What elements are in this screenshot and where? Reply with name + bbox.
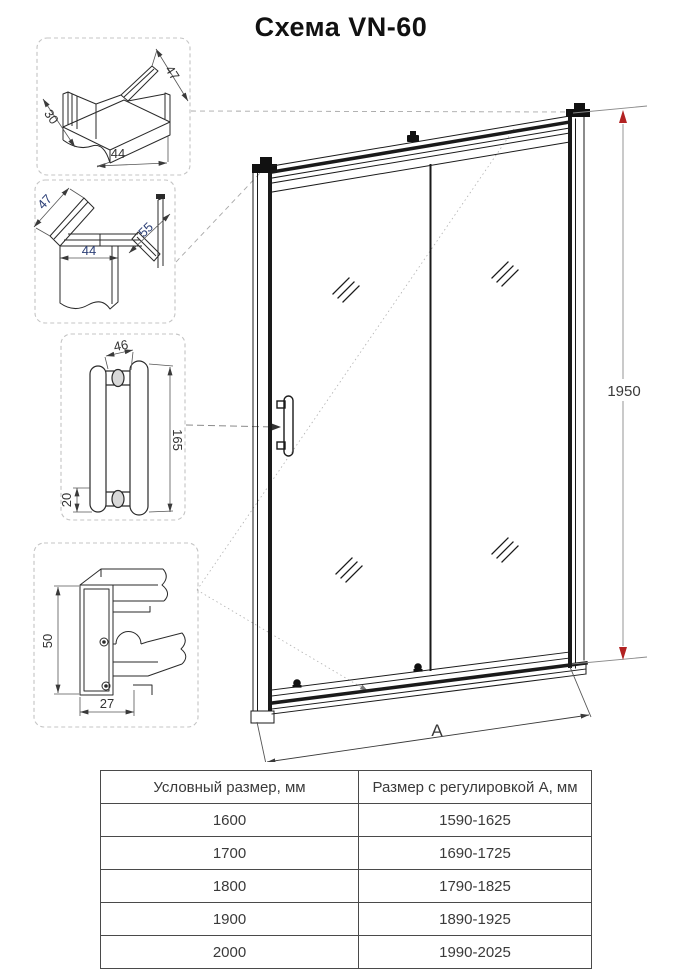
dim-label: 47 [34, 191, 56, 213]
glass-mark-icon [336, 558, 362, 582]
dim-label: 55 [135, 219, 157, 241]
dim-label: 165 [170, 429, 185, 451]
door-handle [277, 396, 293, 456]
height-dimension [572, 106, 647, 664]
detail-top-rail-profile [41, 49, 188, 167]
frame-cap-bump [574, 103, 585, 109]
dim-label: 20 [59, 492, 74, 508]
wall-cap-bump [260, 157, 272, 164]
adjustable-size-cell: 1590-1625 [359, 804, 592, 837]
dim-label: 50 [40, 633, 55, 649]
nominal-size-cell: 1600 [101, 804, 359, 837]
glass-mark-icon [492, 538, 518, 562]
dim-label: 30 [41, 106, 62, 127]
table-row [101, 804, 592, 837]
roller-guide [414, 663, 423, 671]
size-table [100, 770, 592, 969]
leader-line-top-rail [191, 111, 570, 112]
dim-label: 44 [110, 146, 126, 161]
adjustable-size-cell: 1690-1725 [359, 837, 592, 870]
wall-foot [251, 711, 274, 723]
detail-bottom-rail-profile [40, 569, 186, 716]
leader-line-wall-profile [176, 172, 261, 262]
dim-label: 44 [81, 243, 97, 258]
rail-clip [407, 135, 419, 142]
dim-label: 27 [99, 696, 115, 711]
table-row [101, 837, 592, 870]
table-row [101, 870, 592, 903]
table-row [101, 903, 592, 936]
table-row [101, 936, 592, 969]
nominal-size-cell: 1900 [101, 903, 359, 936]
leader-line-handle [186, 425, 274, 427]
red-arrow-up-icon [619, 110, 627, 123]
table-header-nominal-size: Условный размер, мм [101, 771, 359, 804]
glass-hatch-marks [333, 262, 518, 582]
top-rail [272, 116, 570, 192]
table-header-adjustable-size: Размер с регулировкой А, мм [359, 771, 592, 804]
nominal-size-cell: 2000 [101, 936, 359, 969]
dim-label: 47 [162, 62, 183, 83]
red-arrow-down-icon [619, 647, 627, 660]
bottom-rail [272, 652, 586, 714]
leader-arrow-icon [272, 424, 281, 431]
left-wall-profile [251, 157, 277, 723]
rail-clip-top [410, 131, 416, 135]
detail-handle [59, 337, 185, 515]
right-frame-profile [566, 103, 590, 668]
frame-cap [566, 109, 590, 117]
adjustable-size-cell: 1790-1825 [359, 870, 592, 903]
diagram-title: Схема VN-60 [254, 12, 428, 42]
roller-guide [293, 679, 302, 687]
adjustable-size-cell: 1990-2025 [359, 936, 592, 969]
dim-label: 46 [112, 336, 130, 355]
glass-mark-icon [492, 262, 518, 286]
width-dimension-label: A [431, 721, 443, 740]
leader-line-bottom-rail-down [197, 590, 366, 690]
detail-wall-profile [34, 188, 170, 309]
nominal-size-cell: 1800 [101, 870, 359, 903]
adjustable-size-cell: 1890-1925 [359, 903, 592, 936]
glass-mark-icon [333, 278, 359, 302]
height-dimension-label: 1950 [607, 383, 641, 400]
leader-lines [176, 111, 570, 691]
nominal-size-cell: 1700 [101, 837, 359, 870]
leader-line-bottom-rail-up [197, 129, 514, 590]
callout-box-wall-profile [35, 180, 175, 323]
width-dimension [257, 667, 591, 762]
table-header-row [101, 771, 592, 804]
door-assembly-drawing [251, 103, 590, 723]
